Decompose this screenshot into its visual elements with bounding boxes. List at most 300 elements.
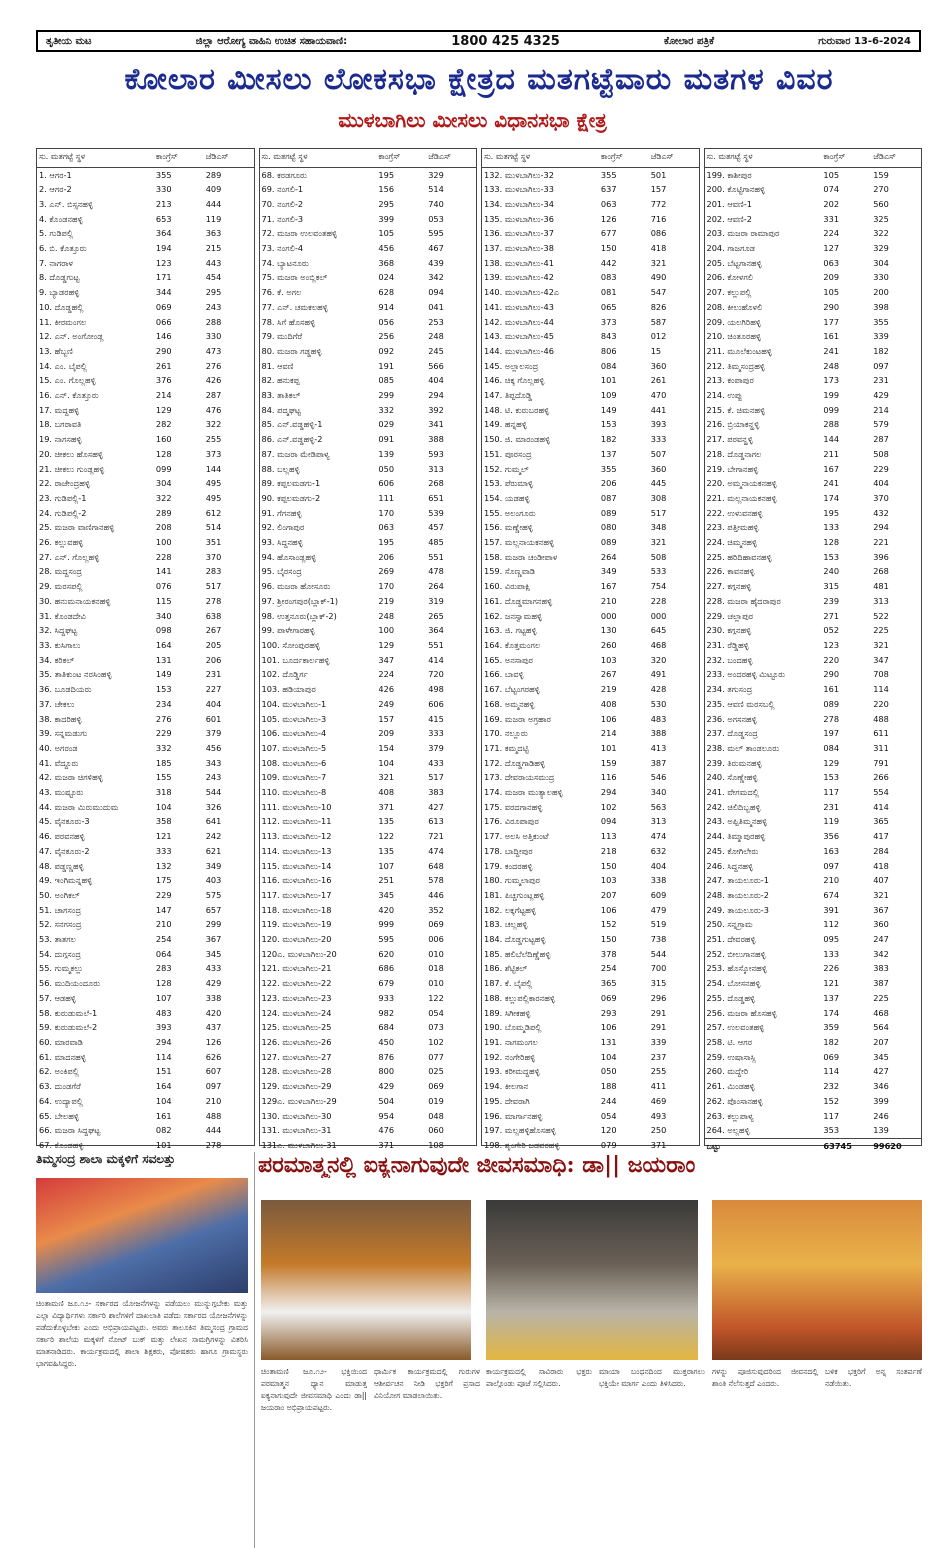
polling-station: 123. ಮುಳಬಾಗಿಲು-23 <box>261 992 332 1003</box>
table-row <box>705 712 922 727</box>
congress-votes: 206 <box>378 551 395 562</box>
congress-votes: 127 <box>823 243 840 254</box>
polling-station: 264. ಅಲ್ಲಹಳ್ಳಿ <box>706 1125 750 1136</box>
table-row <box>37 491 254 506</box>
polling-station: 132. ಮುಳಬಾಗಿಲು-32 <box>484 169 554 180</box>
jds-votes: 517 <box>428 772 444 783</box>
polling-station: 254. ಬೋಸನಹಳ್ಳಿ <box>706 978 761 989</box>
polling-station: 151. ಪೂರಸಂದ್ರ <box>484 448 532 459</box>
polling-station: 120. ಮುಳಬಾಗಿಲು-20 <box>261 934 332 945</box>
table-row <box>37 1123 254 1138</box>
jds-votes: 432 <box>873 507 889 518</box>
table-header-jds: ಜೆಡಿಎಸ್ <box>871 149 921 167</box>
congress-votes: 332 <box>155 742 172 753</box>
jds-votes: 721 <box>428 831 444 842</box>
jds-votes: 370 <box>873 492 889 503</box>
jds-votes: 338 <box>205 992 222 1003</box>
congress-votes: 069 <box>600 992 617 1003</box>
congress-votes: 248 <box>823 360 840 371</box>
polling-station: 258. ಟಿ. ಆಗರ <box>706 1036 753 1047</box>
polling-station: 135. ಮುಳಬಾಗಿಲು-36 <box>484 213 554 224</box>
table-header-place: ಸು. ಮತಗಟ್ಟೆ ಸ್ಥಳ <box>260 149 377 167</box>
polling-station: 62. ಅಂಕಿಪಲ್ಲಿ <box>39 1066 79 1077</box>
edition-label: ತೃತೀಯ ಮಟ <box>46 35 92 47</box>
congress-votes: 050 <box>600 1066 617 1077</box>
jds-votes: 495 <box>205 492 222 503</box>
congress-votes: 101 <box>155 1139 172 1150</box>
table-row <box>260 167 477 182</box>
jds-votes: 445 <box>650 478 667 489</box>
jds-votes: 322 <box>205 419 222 430</box>
congress-votes: 107 <box>378 860 395 871</box>
congress-votes: 114 <box>155 1051 172 1062</box>
jds-votes: 355 <box>873 316 889 327</box>
table-header-congress: ಕಾಂಗ್ರೆಸ್ <box>376 149 426 167</box>
congress-votes: 234 <box>155 698 172 709</box>
table-row <box>37 1064 254 1079</box>
jds-votes: 383 <box>428 787 444 798</box>
congress-votes: 359 <box>823 1022 840 1033</box>
table-row <box>37 770 254 785</box>
table-row <box>482 917 699 932</box>
polling-station: 54. ದುಗ್ಗಸಂದ್ರ <box>39 948 82 959</box>
table-row <box>260 741 477 756</box>
table-row <box>260 315 477 330</box>
jds-votes: 348 <box>650 522 667 533</box>
polling-station: 36. ಬೂಡದಿಯರು <box>39 684 92 695</box>
table-row <box>705 667 922 682</box>
table-row <box>482 403 699 418</box>
congress-votes: 129 <box>823 757 840 768</box>
polling-station: 217. ಪರವನ್ಹಳ್ಳಿ <box>706 434 753 445</box>
congress-votes: 122 <box>378 831 395 842</box>
congress-votes: 358 <box>155 816 172 827</box>
table-row <box>705 623 922 638</box>
congress-votes: 219 <box>600 684 617 695</box>
polling-station: 168. ಅಮ್ಮನಹಳ್ಳಿ <box>484 698 535 709</box>
jds-votes: 791 <box>873 757 889 768</box>
table-row <box>37 1109 254 1124</box>
ceremony-photo-2 <box>486 1200 698 1360</box>
polling-station: 61. ಮಾದನಹಳ್ಳಿ <box>39 1051 86 1062</box>
right-article-col-4: ಮಾಯಾ ಬಂಧನದಿಂದ ಮುಕ್ತರಾಗಲು ಭಕ್ತಿಯೇ ಮಾರ್ಗ ಎಂದು ತಿಳಿಸಿದರು. <box>599 1367 705 1388</box>
congress-votes: 128 <box>155 448 172 459</box>
congress-votes: 376 <box>155 375 172 386</box>
table-row <box>260 844 477 859</box>
jds-votes: 265 <box>428 610 444 621</box>
congress-votes: 095 <box>823 934 840 945</box>
jds-votes: 399 <box>873 1095 889 1106</box>
jds-votes: 319 <box>428 595 444 606</box>
congress-votes: 399 <box>378 213 395 224</box>
congress-votes: 674 <box>823 889 840 900</box>
jds-votes: 575 <box>205 889 222 900</box>
jds-votes: 291 <box>650 1022 667 1033</box>
helpline-number: 1800 425 4325 <box>451 33 560 49</box>
polling-station: 7. ನಾಗರಾಳ <box>39 257 73 268</box>
polling-station: 32. ಸಿದ್ದಘಟ್ಟ <box>39 625 78 636</box>
table-row <box>705 535 922 550</box>
jds-votes: 488 <box>205 1110 222 1121</box>
table-row <box>482 506 699 521</box>
polling-station: 147. ತಿಪ್ಪದೊಡ್ಡಿ <box>484 390 532 401</box>
table-row <box>482 829 699 844</box>
congress-votes: 476 <box>378 1125 395 1136</box>
table-row <box>705 1079 922 1094</box>
jds-votes: 255 <box>205 434 222 445</box>
table-row <box>482 300 699 315</box>
congress-votes: 408 <box>600 698 617 709</box>
table-row <box>705 550 922 565</box>
jds-votes: 473 <box>205 345 222 356</box>
table-row <box>705 212 922 227</box>
jds-votes: 367 <box>205 934 222 945</box>
right-article-col-2: ಧಾರ್ಮಿಕ ಕಾರ್ಯಕ್ರಮದಲ್ಲಿ ಗುರುಗಳ ಆಶೀರ್ವಚನ ನೀಡಿ ಭಕ್ತರಿಗೆ ಪ್ರಸಾದ ವಿನಿಯೋಗ ಮಾಡಲಾಯಿತು. <box>374 1367 480 1400</box>
jds-votes: 139 <box>873 1125 889 1136</box>
congress-votes: 149 <box>600 404 617 415</box>
jds-votes: 248 <box>428 331 444 342</box>
table-header-jds: ಜೆಡಿಎಸ್ <box>426 149 476 167</box>
jds-votes: 488 <box>873 713 889 724</box>
polling-station: 159. ಸೊಣ್ಣವಾಡಿ <box>484 566 535 577</box>
jds-votes: 501 <box>650 169 667 180</box>
table-row <box>260 491 477 506</box>
congress-votes: 210 <box>823 875 840 886</box>
table-row <box>482 476 699 491</box>
polling-station: 18. ಬಗರಾವತಿ <box>39 419 82 430</box>
jds-votes: 474 <box>650 831 667 842</box>
jds-votes: 349 <box>205 860 222 871</box>
congress-votes: 054 <box>600 1110 617 1121</box>
polling-station: 100. ಸೋಂಪುರಹಳ್ಳಿ <box>261 640 320 650</box>
congress-votes: 175 <box>155 875 172 886</box>
jds-votes: 429 <box>205 978 222 989</box>
jds-votes: 632 <box>650 845 667 856</box>
congress-votes: 209 <box>823 272 840 283</box>
table-row <box>260 697 477 712</box>
congress-votes: 063 <box>378 522 395 533</box>
congress-votes: 099 <box>823 404 840 415</box>
jds-votes: 429 <box>873 390 889 401</box>
jds-votes: 645 <box>650 625 667 636</box>
congress-votes: 164 <box>155 640 172 650</box>
polling-station: 178. ಬಾದ್ದೀಪುರ <box>484 845 533 856</box>
polling-station: 21. ಚೀಕಲು ಗುಂಡ್ಲಹಳ್ಳಿ <box>39 463 105 474</box>
table-row <box>705 991 922 1006</box>
polling-station: 53. ತಾತಗಲ <box>39 934 76 945</box>
polling-station: 84. ಪದ್ಮಘಟ್ಟ <box>261 404 301 415</box>
congress-votes: 128 <box>823 537 840 548</box>
polling-station: 122. ಮುಳಬಾಗಿಲು-22 <box>261 978 332 989</box>
polling-station: 87. ಮಜರಾ ಮೇಡಿಪಾಳ್ಯ <box>261 448 330 459</box>
congress-votes: 092 <box>378 345 395 356</box>
jds-votes: 404 <box>205 698 222 709</box>
table-row <box>482 682 699 697</box>
polling-station: 118. ಮುಳಬಾಗಿಲು-18 <box>261 904 332 915</box>
results-column <box>36 148 255 1150</box>
table-row <box>260 256 477 271</box>
polling-station: 155. ಅಲಂಗೂರು <box>484 507 536 518</box>
congress-votes: 098 <box>155 625 172 636</box>
polling-station: 212. ತಿಮ್ಮಸಂದ್ರಹಳ್ಳಿ <box>706 360 765 371</box>
congress-votes: 160 <box>155 434 172 445</box>
table-row <box>37 373 254 388</box>
table-row <box>482 594 699 609</box>
jds-votes: 409 <box>205 184 222 195</box>
polling-station: 185. ಹಲಿಬೆಲೆದಿಣ್ಣೆಹಳ್ಳಿ <box>484 948 551 959</box>
polling-station: 234. ತಗುಸಂದ್ರ <box>706 684 753 695</box>
congress-votes: 152 <box>600 919 617 930</box>
congress-votes: 153 <box>823 551 840 562</box>
table-row <box>705 609 922 624</box>
table-row <box>37 785 254 800</box>
jds-votes: 347 <box>873 654 889 665</box>
polling-station: 58. ಕುರುಡುಮಲೆ-1 <box>39 1007 98 1018</box>
jds-votes: 077 <box>428 1051 444 1062</box>
polling-station: 112. ಮುಳಬಾಗಿಲು-11 <box>261 816 332 827</box>
polling-station: 82. ಹನುಕಪ್ಪ <box>261 375 300 386</box>
table-row <box>482 961 699 976</box>
jds-votes: 325 <box>873 213 889 224</box>
table-row <box>705 800 922 815</box>
jds-votes: 097 <box>205 1081 222 1092</box>
congress-votes: 133 <box>823 522 840 533</box>
congress-votes: 153 <box>823 772 840 783</box>
jds-votes: 311 <box>873 742 889 753</box>
congress-votes: 210 <box>600 595 617 606</box>
table-row <box>705 1123 922 1138</box>
jds-votes: 383 <box>873 963 889 974</box>
table-header-jds: ಜೆಡಿಎಸ್ <box>649 149 699 167</box>
table-header-place: ಸು. ಮತಗಟ್ಟೆ ಸ್ಥಳ <box>37 149 154 167</box>
jds-votes: 341 <box>428 419 444 430</box>
table-row <box>705 476 922 491</box>
jds-votes: 313 <box>873 595 889 606</box>
jds-votes: 657 <box>205 904 222 915</box>
polling-station: 51. ಚಾಗಸಂದ್ರ <box>39 904 82 915</box>
jds-votes: 283 <box>205 566 222 577</box>
table-row <box>705 859 922 874</box>
polling-station: 154. ಯಡಹಳ್ಳಿ <box>484 492 530 503</box>
table-row <box>37 623 254 638</box>
table-row <box>705 167 922 182</box>
polling-station: 124. ಮುಳಬಾಗಿಲು-24 <box>261 1007 332 1018</box>
polling-station: 232. ಬಂದಹಳ್ಳಿ <box>706 654 753 665</box>
congress-votes: 081 <box>600 287 617 298</box>
jds-votes: 613 <box>428 816 444 827</box>
polling-station: 164. ಕೊತ್ತಮಂಗಲ <box>484 640 541 650</box>
table-row <box>705 844 922 859</box>
congress-votes: 153 <box>600 419 617 430</box>
polling-station: 8. ದೊಡ್ಡಗುಟ್ಟ <box>39 272 80 283</box>
congress-votes: 356 <box>823 831 840 842</box>
congress-votes: 239 <box>823 595 840 606</box>
congress-votes: 087 <box>600 492 617 503</box>
polling-station: 205. ಬೆಟ್ಟಗಾನಹಳ್ಳಿ <box>706 257 762 268</box>
polling-station: 52. ಸನಗಸಂದ್ರ <box>39 919 82 930</box>
right-article-col-6: ಬಳಿಕ ಭಕ್ತರಿಗೆ ಅನ್ನ ಸಂತರ್ಪಣೆ ನಡೆಯಿತು. <box>825 1367 922 1388</box>
polling-station: 256. ಮಜರಾ ಹೊಸಹಳ್ಳಿ <box>706 1007 777 1018</box>
polling-station: 227. ಕಗ್ಗನಹಳ್ಳಿ <box>706 581 752 592</box>
polling-station: 257. ಉಲವಂತಹಳ್ಳಿ <box>706 1022 765 1033</box>
table-row <box>705 564 922 579</box>
table-row <box>37 462 254 477</box>
congress-votes: 318 <box>155 787 172 798</box>
polling-station: 56. ಮುದಿಯಂದೂರು <box>39 978 101 989</box>
jds-votes: 215 <box>205 243 222 254</box>
table-row <box>705 682 922 697</box>
table-row <box>260 623 477 638</box>
jds-votes: 491 <box>650 669 667 680</box>
polling-station: 190. ಬೊಮ್ಮಡಿಪಲ್ಲಿ <box>484 1022 542 1033</box>
table-row <box>37 653 254 668</box>
polling-station: 42. ಮಜರಾ ಚಿಗಳಿಹಳ್ಳಿ <box>39 772 103 783</box>
polling-station: 117. ಮುಳಬಾಗಿಲು-17 <box>261 889 332 900</box>
polling-station: 139. ಮುಳಬಾಗಿಲು-42 <box>484 272 554 283</box>
congress-votes: 185 <box>155 757 172 768</box>
table-row <box>705 976 922 991</box>
jds-votes: 010 <box>428 978 444 989</box>
congress-votes: 214 <box>600 728 617 739</box>
congress-votes: 069 <box>823 1051 840 1062</box>
jds-votes: 490 <box>650 272 667 283</box>
table-row <box>705 417 922 432</box>
polling-station: 181. ಪಿಚ್ಚಗುಂಟ್ಲಹಳ್ಳಿ <box>484 889 545 900</box>
polling-station: 250. ಸನ್ನಗ್ರಾಮ <box>706 919 753 930</box>
polling-station: 6. ಬಿ. ಕೊತ್ತೂರು <box>39 243 87 254</box>
polling-station: 63. ದುಂಡಗೆರೆ <box>39 1081 81 1092</box>
jds-votes: 498 <box>428 684 444 695</box>
congress-votes: 135 <box>378 845 395 856</box>
polling-station: 131ಎ. ಮುಳಬಾಗಿಲು-31 <box>261 1139 337 1150</box>
table-row <box>37 315 254 330</box>
congress-votes: 132 <box>155 860 172 871</box>
table-row <box>260 814 477 829</box>
polling-station: 202. ಆವಣಿ-2 <box>706 213 752 224</box>
congress-votes: 188 <box>600 1081 617 1092</box>
congress-votes: 167 <box>600 581 617 592</box>
table-row <box>260 1064 477 1079</box>
jds-votes: 329 <box>873 243 889 254</box>
jds-votes: 246 <box>873 1110 889 1121</box>
congress-votes: 290 <box>155 345 172 356</box>
table-row <box>37 859 254 874</box>
polling-station: 46. ಪರವನಹಳ್ಳಿ <box>39 831 85 842</box>
jds-votes: 373 <box>205 448 222 459</box>
congress-votes: 174 <box>823 1007 840 1018</box>
congress-votes: 241 <box>823 478 840 489</box>
jds-votes: 321 <box>650 537 667 548</box>
congress-votes: 149 <box>155 669 172 680</box>
congress-votes: 371 <box>378 801 395 812</box>
table-row <box>37 359 254 374</box>
jds-votes: 398 <box>873 301 889 312</box>
congress-votes: 105 <box>823 287 840 298</box>
congress-votes: 106 <box>600 713 617 724</box>
table-row <box>37 285 254 300</box>
congress-votes: 197 <box>823 728 840 739</box>
polling-station: 251. ದೇವರಹಳ್ಳಿ <box>706 934 756 945</box>
polling-station: 136. ಮುಳಬಾಗಿಲು-37 <box>484 228 554 239</box>
polling-station: 16. ಎನ್. ಕೊತ್ತೂರು <box>39 390 99 401</box>
jds-votes: 485 <box>428 537 444 548</box>
polling-station: 148. ಟಿ. ಕುರುಬರಹಳ್ಳಿ <box>484 404 550 415</box>
table-row <box>482 182 699 197</box>
table-row <box>260 932 477 947</box>
congress-votes: 408 <box>378 787 395 798</box>
congress-votes: 119 <box>823 816 840 827</box>
polling-station: 167. ಬೆಟ್ಟಂಗರಹಳ್ಳಿ <box>484 684 540 695</box>
polling-station: 15. ಎಂ. ಗೊಲ್ಲಹಳ್ಳಿ <box>39 375 96 386</box>
polling-station: 29. ಮರಸಪಲ್ಲಿ <box>39 581 83 592</box>
polling-station: 163. ಜಿ. ಗಟ್ಟಹಳ್ಳಿ <box>484 625 537 636</box>
congress-votes: 131 <box>155 654 172 665</box>
table-row <box>37 844 254 859</box>
table-row <box>260 1050 477 1065</box>
congress-votes: 063 <box>600 198 617 209</box>
polling-station: 50. ಅಂಗಿಕಲ್ <box>39 889 80 900</box>
congress-votes: 123 <box>155 257 172 268</box>
jds-votes: 495 <box>205 478 222 489</box>
polling-station: 43. ಮುಷ್ಟೂರು <box>39 787 84 798</box>
polling-station: 177. ಅಲಸಿ ಅತ್ತಿಕುಂಟೆ <box>484 831 549 842</box>
polling-station: 19. ನಾಗಸಹಳ್ಳಿ <box>39 434 82 445</box>
polling-station: 200. ಕೊಟ್ಟಿಗಾನಹಳ್ಳಿ <box>706 184 766 195</box>
polling-station: 204. ಗಾಜಗೂಡ <box>706 243 756 254</box>
congress-total: 63745 <box>821 1138 871 1153</box>
polling-station: 39. ಸನ್ನಮಡುಗು <box>39 728 88 739</box>
table-row <box>482 315 699 330</box>
table-row <box>705 241 922 256</box>
table-row <box>37 1020 254 1035</box>
table-row <box>37 417 254 432</box>
devotees-photo <box>712 1200 922 1360</box>
congress-votes: 153 <box>155 684 172 695</box>
congress-votes: 933 <box>378 992 395 1003</box>
congress-votes: 209 <box>378 728 395 739</box>
congress-votes: 355 <box>600 169 617 180</box>
polling-station: 188. ಕಲ್ಲುಪಲ್ಲಿಕಾರನಹಳ್ಳಿ <box>484 992 555 1003</box>
right-article-col-5: ಗಳನ್ನು ಪೂಜಿಸುವುದರಿಂದ ಜೀವನದಲ್ಲಿ ಶಾಂತಿ ನೆಲೆಸುತ್ತದೆ ಎಂದರು. <box>712 1367 818 1388</box>
polling-station: 173. ದೇವರಾಯಸಮುದ್ರ <box>484 772 555 783</box>
jds-votes: 097 <box>873 360 889 371</box>
table-row <box>705 373 922 388</box>
results-column <box>481 148 700 1150</box>
congress-votes: 294 <box>155 1036 172 1047</box>
jds-votes: 231 <box>205 669 222 680</box>
table-row <box>260 226 477 241</box>
jds-votes: 508 <box>650 551 667 562</box>
table-row <box>260 770 477 785</box>
congress-votes: 248 <box>378 610 395 621</box>
congress-votes: 211 <box>823 448 840 459</box>
congress-votes: 194 <box>155 243 172 254</box>
jds-votes: 371 <box>650 1139 667 1150</box>
right-article-col-3: ಕಾರ್ಯಕ್ರಮದಲ್ಲಿ ಸಾವಿರಾರು ಭಕ್ತರು ಪಾಲ್ಗೊಂಡು ಪೂಜೆ ಸಲ್ಲಿಸಿದರು. <box>486 1367 592 1388</box>
jds-votes: 415 <box>428 713 444 724</box>
polling-station: 170. ನಲ್ಲೂರು <box>484 728 528 739</box>
jds-votes: 481 <box>873 581 889 592</box>
polling-station: 5. ಗುಡಿಪಲ್ಲಿ <box>39 228 74 239</box>
congress-votes: 106 <box>600 904 617 915</box>
top-bar <box>36 30 921 52</box>
table-row <box>260 667 477 682</box>
jds-votes: 413 <box>650 742 667 753</box>
congress-votes: 120 <box>600 1125 617 1136</box>
congress-votes: 171 <box>155 272 172 283</box>
table-row <box>482 800 699 815</box>
table-row <box>37 712 254 727</box>
